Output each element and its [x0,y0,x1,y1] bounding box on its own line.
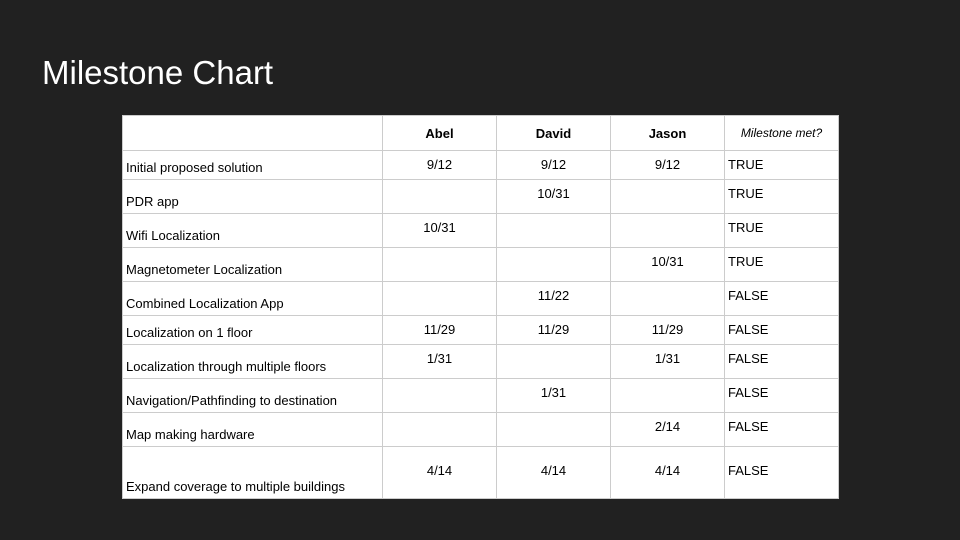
header-abel: Abel [383,116,497,151]
david-date-cell: 10/31 [497,180,611,214]
table-row [123,316,839,345]
task-cell: Wifi Localization [123,214,383,248]
abel-date-cell [383,180,497,214]
milestone-met-cell: FALSE [725,345,839,379]
header-corner [123,116,383,151]
david-date-cell [497,345,611,379]
table-row [123,447,839,499]
milestone-met-cell: TRUE [725,151,839,180]
jason-date-cell: 9/12 [611,151,725,180]
table-row [123,248,839,282]
milestone-met-cell: FALSE [725,316,839,345]
david-date-cell: 1/31 [497,379,611,413]
david-date-cell [497,248,611,282]
milestone-met-cell: TRUE [725,248,839,282]
david-date-cell: 4/14 [497,447,611,499]
jason-date-cell [611,379,725,413]
jason-date-cell [611,282,725,316]
milestone-table [122,115,839,499]
task-cell: Expand coverage to multiple buildings [123,447,383,499]
abel-date-cell [383,379,497,413]
task-cell: Initial proposed solution [123,151,383,180]
abel-date-cell [383,248,497,282]
jason-date-cell: 10/31 [611,248,725,282]
jason-date-cell: 4/14 [611,447,725,499]
milestone-met-cell: TRUE [725,214,839,248]
task-cell: PDR app [123,180,383,214]
table-row [123,180,839,214]
task-cell: Localization on 1 floor [123,316,383,345]
abel-date-cell: 1/31 [383,345,497,379]
david-date-cell [497,413,611,447]
milestone-met-cell: FALSE [725,282,839,316]
jason-date-cell [611,180,725,214]
jason-date-cell: 2/14 [611,413,725,447]
header-jason: Jason [611,116,725,151]
table-row [123,413,839,447]
task-cell: Map making hardware [123,413,383,447]
david-date-cell [497,214,611,248]
abel-date-cell [383,413,497,447]
table-row [123,379,839,413]
abel-date-cell: 10/31 [383,214,497,248]
jason-date-cell: 1/31 [611,345,725,379]
abel-date-cell: 11/29 [383,316,497,345]
task-cell: Navigation/Pathfinding to destination [123,379,383,413]
task-cell: Combined Localization App [123,282,383,316]
abel-date-cell: 9/12 [383,151,497,180]
jason-date-cell: 11/29 [611,316,725,345]
task-cell: Magnetometer Localization [123,248,383,282]
slide-title: Milestone Chart [42,54,274,91]
milestone-met-cell: FALSE [725,447,839,499]
david-date-cell: 11/29 [497,316,611,345]
table-header-row [123,116,839,151]
table-row [123,282,839,316]
task-cell: Localization through multiple floors [123,345,383,379]
table-row [123,214,839,248]
abel-date-cell [383,282,497,316]
milestone-met-cell: FALSE [725,379,839,413]
header-milestone-met: Milestone met? [725,116,839,151]
header-david: David [497,116,611,151]
milestone-met-cell: FALSE [725,413,839,447]
milestone-met-cell: TRUE [725,180,839,214]
jason-date-cell [611,214,725,248]
david-date-cell: 9/12 [497,151,611,180]
david-date-cell: 11/22 [497,282,611,316]
table-row [123,151,839,180]
table-row [123,345,839,379]
abel-date-cell: 4/14 [383,447,497,499]
